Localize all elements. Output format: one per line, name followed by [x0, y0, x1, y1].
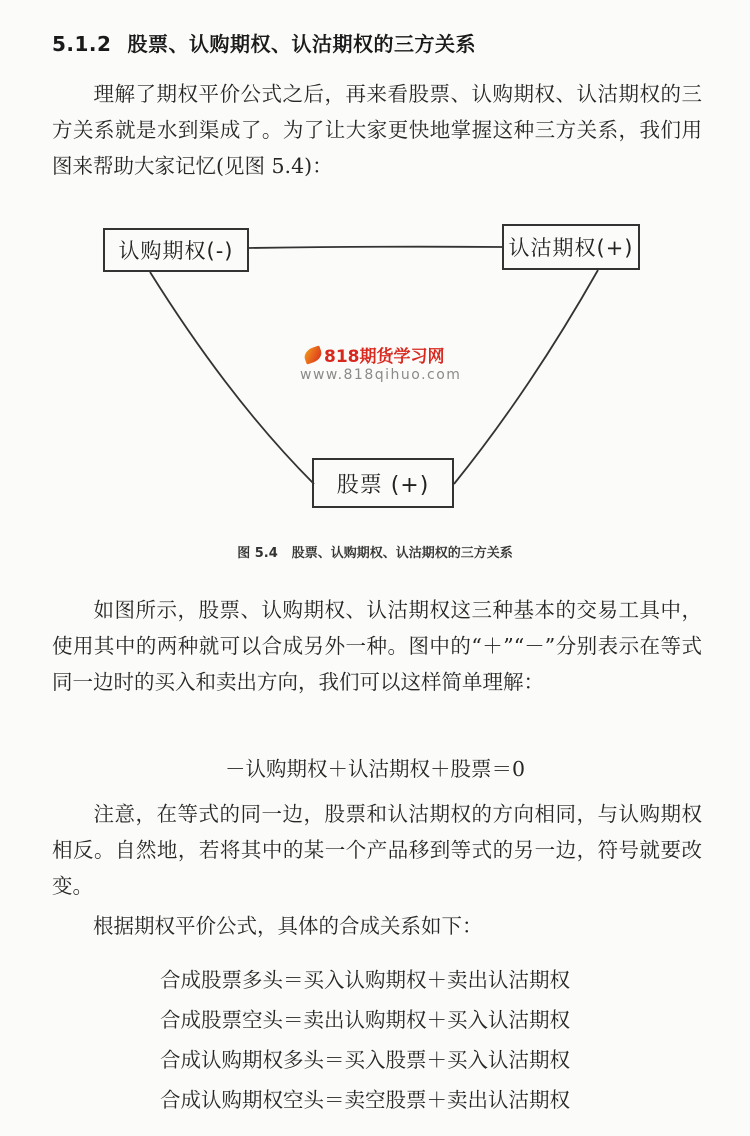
relation-item: 合成股票多头＝买入认购期权＋卖出认沽期权: [160, 968, 570, 992]
figure-caption: [0, 542, 750, 561]
note-paragraph: [52, 796, 702, 904]
section-number: 5.1.2: [52, 32, 112, 56]
put-option-box: 认沽期权(+): [502, 224, 640, 270]
line-put-stock: [454, 270, 598, 484]
relations-intro: [52, 908, 702, 944]
relations-intro-text: 根据期权平价公式，具体的合成关系如下：: [93, 914, 483, 938]
watermark-brand: 818期货学习网: [324, 347, 445, 367]
stock-box: 股票 (+): [312, 458, 454, 508]
flame-icon: [302, 345, 324, 364]
relation-item: 合成认购期权多头＝买入股票＋买入认沽期权: [160, 1048, 570, 1072]
section-title-text: 股票、认购期权、认沽期权的三方关系: [127, 32, 476, 56]
parity-equation: －认购期权＋认沽期权＋股票＝0: [224, 757, 526, 781]
explanation-paragraph: [52, 592, 702, 700]
relations-list: [160, 960, 570, 1120]
watermark-url: www.818qihuo.com: [300, 367, 462, 383]
intro-paragraph-text: 理解了期权平价公式之后，再来看股票、认购期权、认沽期权的三方关系就是水到渠成了。为了让大家更快地掌握这种三方关系，我们用图来帮助大家记忆(见图 5.4)：: [52, 82, 702, 178]
line-call-put: [249, 247, 502, 248]
section-heading: [52, 28, 476, 57]
explanation-paragraph-text: 如图所示，股票、认购期权、认沽期权这三种基本的交易工具中，使用其中的两种就可以合成另外一种。图中的“＋”“－”分别表示在等式同一边时的买入和卖出方向，我们可以这样简单理解：: [52, 598, 702, 694]
note-paragraph-text: 注意，在等式的同一边，股票和认沽期权的方向相同，与认购期权相反。自然地，若将其中的某一个产品移到等式的另一边，符号就要改变。: [52, 802, 702, 898]
figure-caption-text: 股票、认购期权、认沽期权的三方关系: [291, 546, 513, 561]
intro-paragraph: [52, 76, 702, 184]
three-way-diagram: [0, 210, 750, 530]
watermark-logo: [304, 342, 445, 367]
line-call-stock: [150, 272, 314, 484]
relation-item: 合成股票空头＝卖出认购期权＋买入认沽期权: [160, 1008, 570, 1032]
relation-item: 合成认购期权空头＝卖空股票＋卖出认沽期权: [160, 1088, 570, 1112]
call-option-box: 认购期权(-): [103, 228, 249, 272]
figure-number: 图 5.4: [237, 546, 278, 561]
